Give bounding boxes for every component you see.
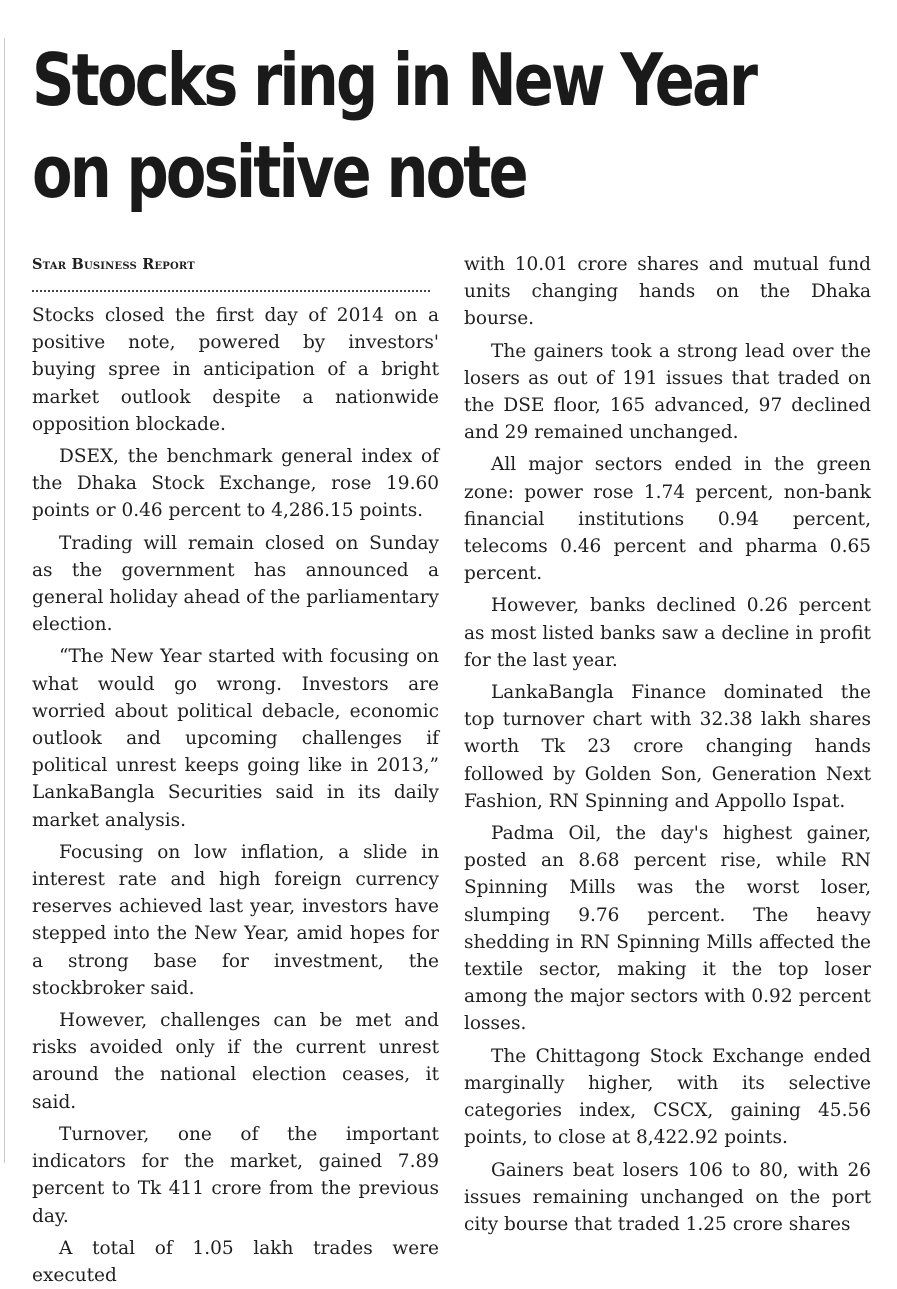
paragraph: DSEX, the benchmark general index of the Dhaka Stock Exchange, rose 19.60 points or 0.46 percent to 4,286.15 points. [32,446,439,522]
byline: Star Business Report [32,256,195,273]
paragraph: The gainers took a strong lead over the losers as out of 191 issues that traded on the DSE floor, 165 advanced, 97 declined and 29 remained unchanged. [464,340,871,444]
paragraph: Stocks closed the first day of 2014 on a positive note, powered by investors' buying spree in anticipation of a bright market outlook despite a nationwide opposition blockade. [32,305,439,435]
paragraph: All major sectors ended in the green zone: power rose 1.74 percent, non-bank financial institutions 0.94 percent, telecoms 0.46 percent and pharma 0.65 percent. [464,454,871,585]
paragraph-continued: with 10.01 crore shares and mutual fund units changing hands on the Dhaka bourse. [464,254,871,330]
page-edge-rule [4,38,5,1163]
paragraph: LankaBangla Finance dominated the top turnover chart with 32.38 lakh shares worth Tk 23 crore changing hands followed by Golden Son, Generation Next Fashion, RN Spinning and Appollo Ispat. [464,682,871,812]
paragraph: Gainers beat losers 106 to 80, with 26 issues remaining unchanged on the port city bourse that traded 1.25 crore shares [464,1159,871,1235]
headline-line-2: on positive note [32,130,526,214]
paragraph: However, challenges can be met and risks avoided only if the current unrest around the national election ceases, it said. [32,1010,439,1113]
headline-line-1: Stocks ring in New Year [32,38,756,122]
paragraph: Focusing on low inflation, a slide in interest rate and high foreign currency reserves achieved last year, investors have stepped into the New Year, amid hopes for a strong base for investment, the stockbroker said. [32,841,439,999]
byline-dotted-divider [32,280,430,292]
paragraph: Turnover, one of the important indicators for the market, gained 7.89 percent to Tk 411 crore from the previous day. [32,1123,439,1227]
paragraph: Trading will remain closed on Sunday as the government has announced a general holiday ahead of the parliamentary election. [32,532,439,636]
left-column [32,251,439,1289]
paragraph: However, banks declined 0.26 percent as most listed banks saw a decline in profit for the last year. [464,595,871,671]
paragraph: “The New Year started with focusing on what would go wrong. Investors are worried about political debacle, economic outlook and upcoming challenges if political unrest keeps going like in 2013,” LankaBangla Securities said in its daily market analysis. [32,646,439,831]
right-column [464,251,871,1238]
paragraph: The Chittagong Stock Exchange ended marginally higher, with its selective categories index, CSCX, gaining 45.56 points, to close at 8,422.92 points. [464,1045,871,1149]
paragraph: A total of 1.05 lakh trades were executed [32,1237,439,1286]
paragraph: Padma Oil, the day's highest gainer, posted an 8.68 percent rise, while RN Spinning Mills was the worst loser, slumping 9.76 percent. The heavy shedding in RN Spinning Mills affected the textile sector, making it the top loser among the major sectors with 0.92 percent losses. [464,823,871,1035]
headline [32,34,756,218]
